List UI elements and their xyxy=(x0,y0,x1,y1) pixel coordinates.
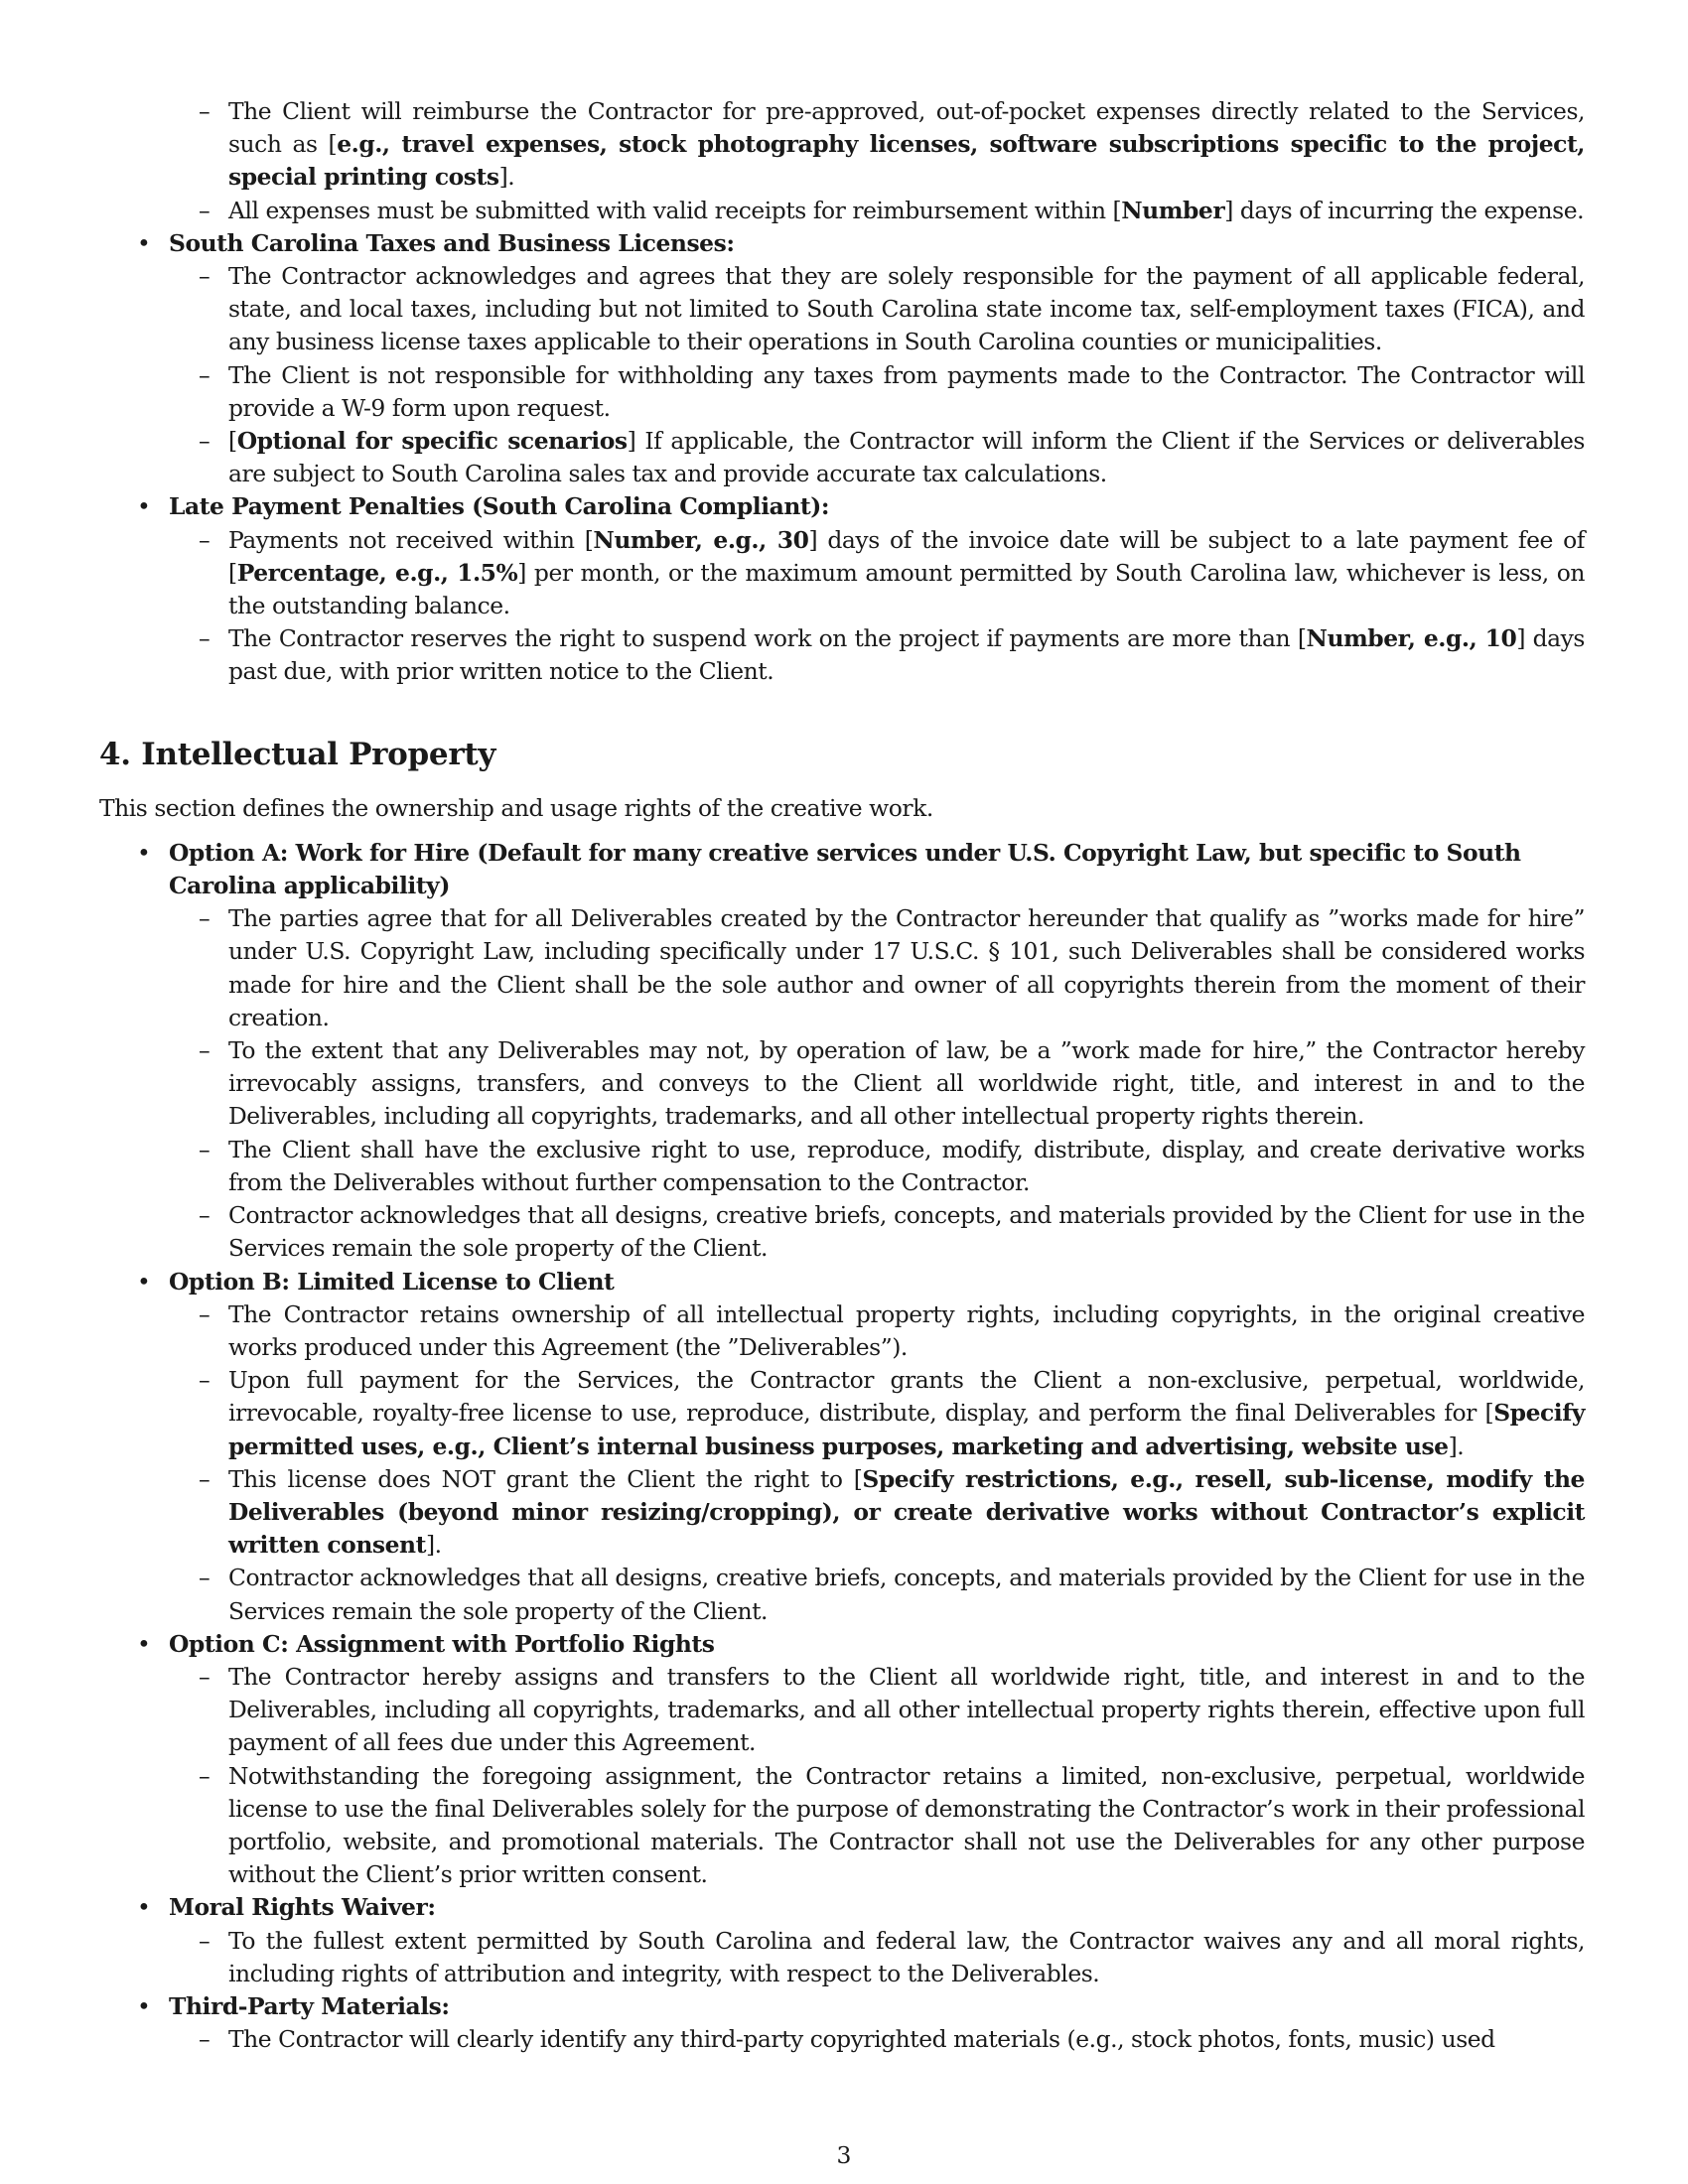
sublist xyxy=(99,1925,1585,1990)
text: ] per month, or the maximum amount permitted by South Carolina law, whichever is less, on the outstanding balance. xyxy=(228,558,1585,620)
list-item-option-a xyxy=(99,837,1585,1266)
text: [ xyxy=(228,427,237,456)
list-item: – The Contractor will clearly identify any third-party copyrighted materials (e.g., stock photos, fonts, music) used xyxy=(99,2023,1585,2056)
sublist xyxy=(99,1298,1585,1628)
item-heading: Moral Rights Waiver: xyxy=(169,1893,436,1922)
page-number: 3 xyxy=(836,2141,852,2169)
list-item xyxy=(99,195,1585,227)
text: Upon full payment for the Services, the Contractor grants the Client a non-exclusive, perpetual, worldwide, irrevocable, royalty-free license to use, reproduce, distribute, display, and perform the final Deliverables for [ xyxy=(228,1366,1585,1428)
section-intro: This section defines the ownership and usage rights of the creative work. xyxy=(99,793,933,822)
list-item: – To the extent that any Deliverables may not, by operation of law, be a ”work made for hire,” the Contractor hereby irrevocably assigns, transfers, and conveys to the Client all worldwide right, title, and interest in and to the Deliverables, including all copyrights, trademarks, and all other intellectual property rights therein. xyxy=(99,1034,1585,1134)
expenses-sublist xyxy=(99,95,1585,227)
list-item-third-party xyxy=(99,1990,1585,2056)
placeholder-text: Specify permitted uses, e.g., Client’s internal business purposes, marketing and advertising, website use xyxy=(228,1399,1585,1460)
text: The Contractor reserves the right to suspend work on the project if payments are more than [ xyxy=(228,624,1307,653)
text: ] days past due, with prior written notice to the Client. xyxy=(228,624,1585,686)
list-item: – The Client shall have the exclusive right to use, reproduce, modify, distribute, display, and create derivative works from the Deliverables without further compensation to the Contractor. xyxy=(99,1134,1585,1199)
text: ] days of the invoice date will be subject to a late payment fee of [ xyxy=(228,525,1585,587)
sublist xyxy=(99,1661,1585,1891)
list-item: – Notwithstanding the foregoing assignment, the Contractor retains a limited, non-exclusive, perpetual, worldwide license to use the final Deliverables solely for the purpose of demonstrating the Contractor’s work in their professional portfolio, website, and promotional materials. The Contractor shall not use the Deliverables for any other purpose without the Client’s prior written consent. xyxy=(99,1760,1585,1892)
text: ] If applicable, the Contractor will inform the Client if the Services or deliverables are subject to South Carolina sales tax and provide accurate tax calculations. xyxy=(228,427,1585,488)
list-item: – Contractor acknowledges that all designs, creative briefs, concepts, and materials provided by the Client for use in the Services remain the sole property of the Client. xyxy=(99,1562,1585,1627)
list-item: – Contractor acknowledges that all designs, creative briefs, concepts, and materials provided by the Client for use in the Services remain the sole property of the Client. xyxy=(99,1199,1585,1265)
list-item: – To the fullest extent permitted by South Carolina and federal law, the Contractor waives any and all moral rights, including rights of attribution and integrity, with respect to the Deliverables. xyxy=(99,1925,1585,1990)
sublist xyxy=(99,2023,1585,2056)
list-item-moral-rights xyxy=(99,1891,1585,1990)
text: The Client will reimburse the Contractor for pre-approved, out-of-pocket expenses directly related to the Services, such as [ xyxy=(228,97,1585,159)
placeholder-text: Optional for specific scenarios xyxy=(236,427,628,456)
text: This license does NOT grant the Client the right to [ xyxy=(228,1464,863,1493)
list-item: – The Contractor acknowledges and agrees that they are solely responsible for the payment of all applicable federal, state, and local taxes, including but not limited to South Carolina state income tax, self-employment taxes (FICA), and any business license taxes applicable to their operations in South Carolina counties or municipalities. xyxy=(99,260,1585,359)
placeholder-text: Percentage, e.g., 1.5% xyxy=(236,558,518,587)
list-item: – The Client is not responsible for withholding any taxes from payments made to the Contractor. The Contractor will provide a W-9 form upon request. xyxy=(99,359,1585,425)
list-item-late-payment xyxy=(99,490,1585,688)
text: All expenses must be submitted with valid receipts for reimbursement within [ xyxy=(228,196,1122,224)
list-item xyxy=(99,95,1585,195)
list-item xyxy=(99,622,1585,688)
sublist xyxy=(99,260,1585,490)
item-heading: Option B: Limited License to Client xyxy=(169,1267,615,1296)
placeholder-text: Number, e.g., 10 xyxy=(1306,624,1517,653)
list-item-sc-taxes xyxy=(99,227,1585,491)
section-heading: 4. Intellectual Property xyxy=(99,736,496,772)
list-item-option-c xyxy=(99,1628,1585,1892)
sublist xyxy=(99,524,1585,689)
list-item xyxy=(99,1364,1585,1463)
list-item: – The Contractor hereby assigns and transfers to the Client all worldwide right, title, and interest in and to the Deliverables, including all copyrights, trademarks, and all other intellectual property rights therein, effective upon full payment of all fees due under this Agreement. xyxy=(99,1661,1585,1760)
list-item xyxy=(99,524,1585,623)
text: ] days of incurring the expense. xyxy=(1224,196,1585,224)
list-item: – The Contractor retains ownership of all intellectual property rights, including copyrights, in the original creative works produced under this Agreement (the ”Deliverables”). xyxy=(99,1298,1585,1364)
list-item xyxy=(99,425,1585,490)
placeholder-text: Number xyxy=(1121,196,1225,224)
document-page xyxy=(99,95,1585,2056)
item-heading: Third-Party Materials: xyxy=(169,1991,450,2020)
text: ]. xyxy=(425,1531,442,1560)
placeholder-text: Specify restrictions, e.g., resell, sub-license, modify the Deliverables (beyond minor resizing/cropping), or create derivative works without Contractor’s explicit written consent xyxy=(228,1464,1585,1560)
text: ]. xyxy=(1448,1432,1465,1460)
text: Payments not received within [ xyxy=(228,525,594,554)
item-heading: South Carolina Taxes and Business Licenses: xyxy=(169,228,735,257)
item-heading: Option A: Work for Hire (Default for many creative services under U.S. Copyright Law, but specific to South Carolina applicability) xyxy=(169,838,1521,900)
placeholder-text: e.g., travel expenses, stock photography licenses, software subscriptions specific to the project, special printing costs xyxy=(228,130,1585,192)
item-heading: Late Payment Penalties (South Carolina Compliant): xyxy=(169,492,830,521)
item-heading: Option C: Assignment with Portfolio Rights xyxy=(169,1629,715,1658)
list-item xyxy=(99,1463,1585,1563)
placeholder-text: Number, e.g., 30 xyxy=(593,525,809,554)
list-item-option-b xyxy=(99,1266,1585,1628)
list-item: – The parties agree that for all Deliverables created by the Contractor hereunder that qualify as ”works made for hire” under U.S. Copyright Law, including specifically under 17 U.S.C. § 101, such Deliverables shall be considered works made for hire and the Client shall be the sole author and owner of all copyrights therein from the moment of their creation. xyxy=(99,902,1585,1034)
payment-terms-list xyxy=(99,227,1585,689)
sublist xyxy=(99,902,1585,1265)
text: ]. xyxy=(498,163,515,192)
ip-options-list xyxy=(99,837,1585,2057)
